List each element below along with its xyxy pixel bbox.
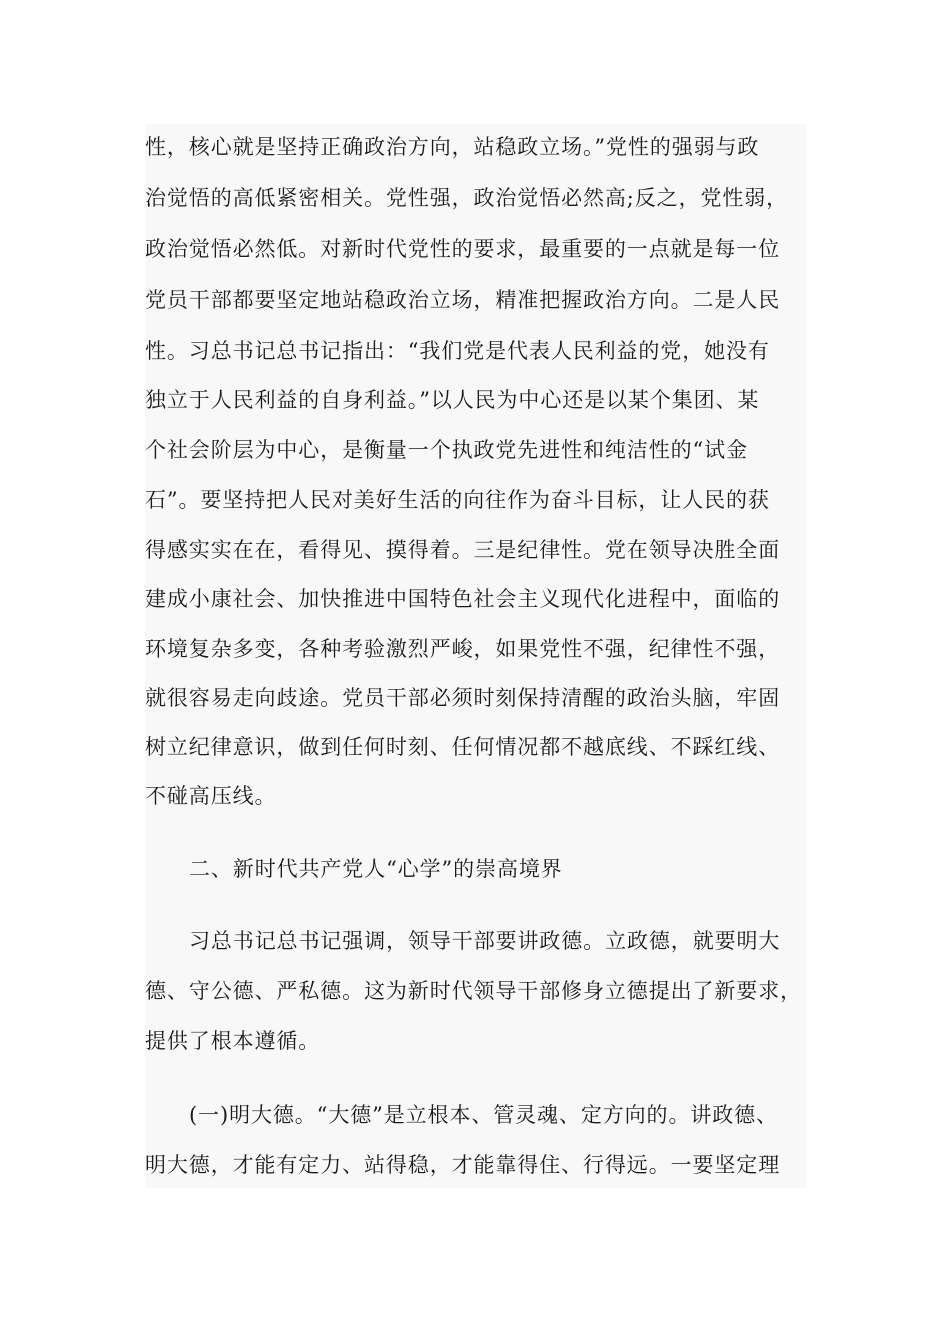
text-line: 性，核心就是坚持正确政治方向，站稳政立场。”党性的强弱与政 (145, 135, 760, 159)
text-line: 得感实实在在，看得见、摸得着。三是纪律性。党在领导决胜全面 (145, 538, 781, 562)
text-line: 政治觉悟必然低。对新时代党性的要求，最重要的一点就是每一位 (145, 237, 781, 261)
text-line: 提供了根本遵循。 (145, 1029, 321, 1053)
text-line: 不碰高压线。 (145, 784, 277, 808)
text-line: 个社会阶层为中心，是衡量一个执政党先进性和纯洁性的“试金 (145, 438, 748, 462)
document-page (145, 124, 807, 1188)
subsection-line: (一)明大德。“大德”是立根本、管灵魂、定方向的。讲政德、 (189, 1103, 778, 1127)
text-line: 治觉悟的高低紧密相关。党性强，政治觉悟必然高;反之，党性弱， (145, 186, 789, 210)
paragraph-line: 习总书记总书记强调，领导干部要讲政德。立政德，就要明大 (189, 929, 781, 953)
text-line: 性。习总书记总书记指出：“我们党是代表人民利益的党，她没有 (145, 339, 770, 363)
text-line: 明大德，才能有定力、站得稳，才能靠得住、行得远。一要坚定理 (145, 1153, 781, 1177)
section-heading: 二、新时代共产党人“心学”的崇高境界 (189, 857, 563, 881)
text-line: 石”。要坚持把人民对美好生活的向往作为奋斗目标，让人民的获 (145, 488, 770, 512)
text-line: 党员干部都要坚定地站稳政治立场，精准把握政治方向。二是人民 (145, 288, 781, 312)
text-line: 建成小康社会、加快推进中国特色社会主义现代化进程中，面临的 (145, 587, 781, 611)
text-line: 德、守公德、严私德。这为新时代领导干部修身立德提出了新要求， (145, 979, 802, 1003)
text-line: 就很容易走向歧途。党员干部必须时刻保持清醒的政治头脑，牢固 (145, 686, 781, 710)
text-line: 树立纪律意识，做到任何时刻、任何情况都不越底线、不踩红线、 (145, 735, 781, 759)
text-line: 环境复杂多变，各种考验激烈严峻，如果党性不强，纪律性不强， (145, 637, 781, 661)
text-line: 独立于人民利益的自身利益。”以人民为中心还是以某个集团、某 (145, 388, 760, 412)
